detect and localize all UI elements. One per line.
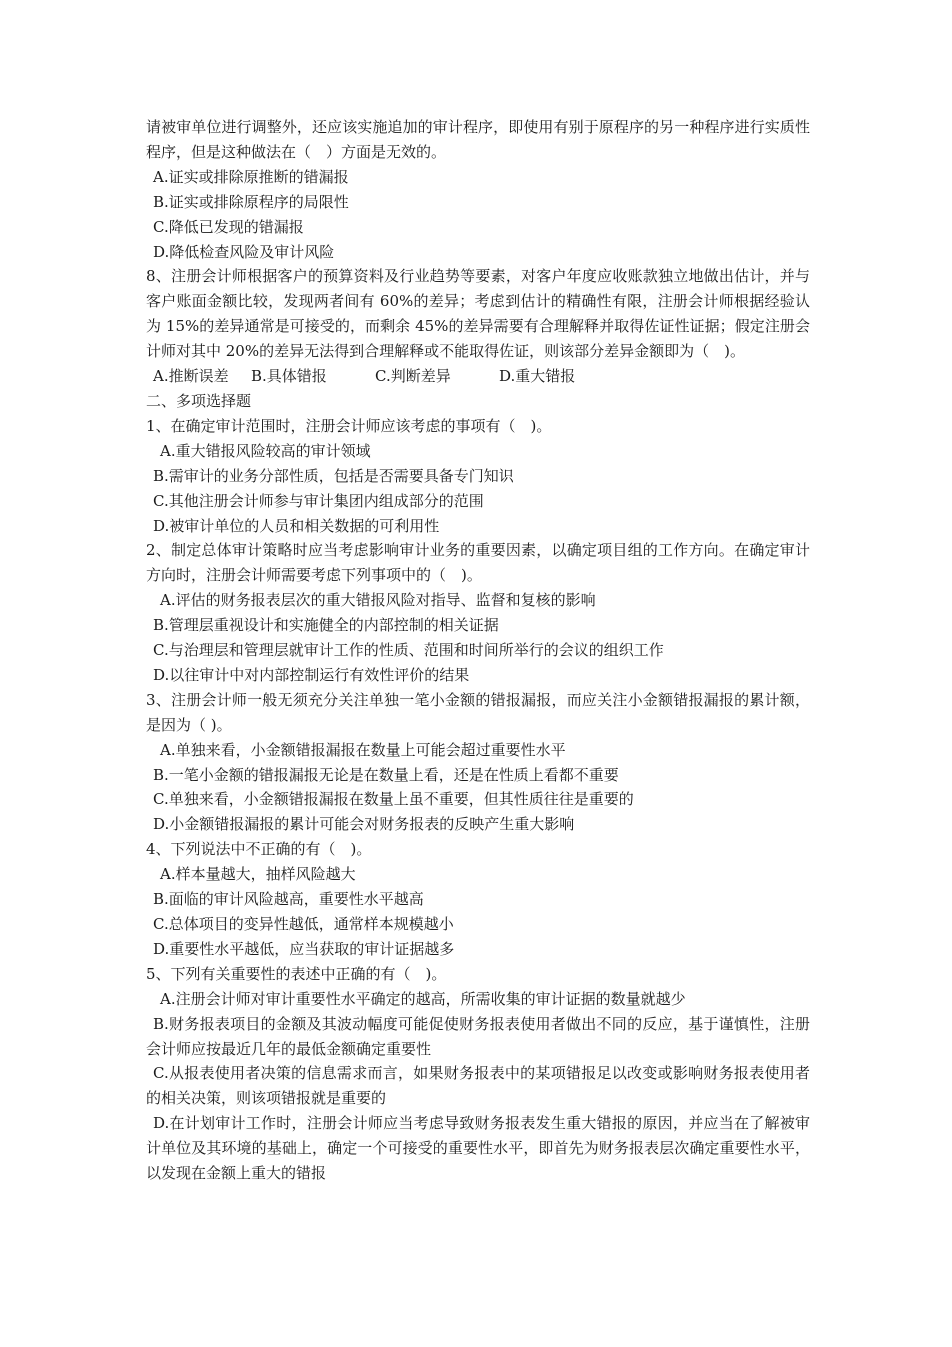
option-d: D.被审计单位的人员和相关数据的可利用性 xyxy=(153,516,440,535)
option-d: D.以往审计中对内部控制运行有效性评价的结果 xyxy=(153,665,470,684)
question-multi-5: 5、下列有关重要性的表述中正确的有（ )。 xyxy=(146,964,447,983)
option-a: A.单独来看，小金额错报漏报在数量上可能会超过重要性水平 xyxy=(160,740,566,759)
option-a: A.重大错报风险较高的审计领域 xyxy=(160,441,371,460)
option-b: B.管理层重视设计和实施健全的内部控制的相关证据 xyxy=(153,616,499,635)
question-7-continuation: 请被审单位进行调整外，还应该实施追加的审计程序，即使用有别于原程序的另一种程序进行实质性程序，但是这种做法在（ ）方面是无效的。 xyxy=(146,118,810,161)
option-c: C.降低已发现的错漏报 xyxy=(153,217,304,236)
option-c: C.总体项目的变异性越低，通常样本规模越小 xyxy=(153,915,454,933)
option-c: C.其他注册会计师参与审计集团内组成部分的范围 xyxy=(153,491,484,510)
option-a: A.推断误差 xyxy=(153,367,229,386)
option-d: D.降低检查风险及审计风险 xyxy=(153,242,335,261)
option-b: B.具体错报 xyxy=(251,367,327,386)
question-multi-3: 3、注册会计师一般无须充分关注单独一笔小金额的错报漏报，而应关注小金额错报漏报的累计额，是因为（ )。 xyxy=(146,690,810,734)
question-multi-4: 4、下列说法中不正确的有（ )。 xyxy=(146,840,372,859)
question-8: 8、注册会计师根据客户的预算资料及行业趋势等要素，对客户年度应收账款独立地做出估计，并与客户账面金额比较，发现两者间有 60%的差异；考虑到估计的精确性有限，注册会计师根据经验认为 15%的差异通常是可接受的，而剩余 45%的差异需要有合理解释并取得佐证性证据；假定注册会计师对其中 20%的差异无法得到合理解释或不能取得佐证，则该部分差异金额即为（ )。 xyxy=(146,267,810,361)
option-d: D.重要性水平越低，应当获取的审计证据越多 xyxy=(153,939,455,958)
option-b: B.证实或排除原程序的局限性 xyxy=(153,192,349,211)
option-b: B.财务报表项目的金额及其波动幅度可能促使财务报表使用者做出不同的反应，基于谨慎性，注册会计师应按最近几年的最低金额确定重要性 xyxy=(146,1014,810,1058)
option-c: C.从报表使用者决策的信息需求而言，如果财务报表中的某项错报足以改变或影响财务报表使用者的相关决策，则该项错报就是重要的 xyxy=(146,1064,810,1108)
question-multi-2: 2、制定总体审计策略时应当考虑影响审计业务的重要因素，以确定项目组的工作方向。在确定审计方向时，注册会计师需要考虑下列事项中的（ )。 xyxy=(146,541,810,585)
option-a: A.注册会计师对审计重要性水平确定的越高，所需收集的审计证据的数量就越少 xyxy=(160,989,686,1008)
option-c: C.判断差异 xyxy=(375,367,451,386)
option-c: C.与治理层和管理层就审计工作的性质、范围和时间所举行的会议的组织工作 xyxy=(153,641,664,660)
option-b: B.面临的审计风险越高，重要性水平越高 xyxy=(153,890,424,909)
options-row xyxy=(146,364,810,389)
question-multi-1: 1、在确定审计范围时，注册会计师应该考虑的事项有（ )。 xyxy=(146,416,552,435)
option-a: A.评估的财务报表层次的重大错报风险对指导、监督和复核的影响 xyxy=(160,591,596,610)
option-d: D.小金额错报漏报的累计可能会对财务报表的反映产生重大影响 xyxy=(153,815,575,834)
option-d: D.重大错报 xyxy=(499,367,576,386)
option-d: D.在计划审计工作时，注册会计师应当考虑导致财务报表发生重大错报的原因，并应当在了解被审计单位及其环境的基础上，确定一个可接受的重要性水平，即首先为财务报表层次确定重要性水平，以发现在金额上重大的错报 xyxy=(146,1114,810,1183)
option-a: A.样本量越大，抽样风险越大 xyxy=(160,865,356,884)
section-heading: 二、多项选择题 xyxy=(146,391,252,410)
option-a: A.证实或排除原推断的错漏报 xyxy=(153,167,349,186)
option-b: B.一笔小金额的错报漏报无论是在数量上看，还是在性质上看都不重要 xyxy=(153,765,619,784)
exam-content xyxy=(146,115,810,1186)
option-c: C.单独来看，小金额错报漏报在数量上虽不重要，但其性质往往是重要的 xyxy=(153,790,634,809)
option-b: B.需审计的业务分部性质，包括是否需要具备专门知识 xyxy=(153,466,514,485)
